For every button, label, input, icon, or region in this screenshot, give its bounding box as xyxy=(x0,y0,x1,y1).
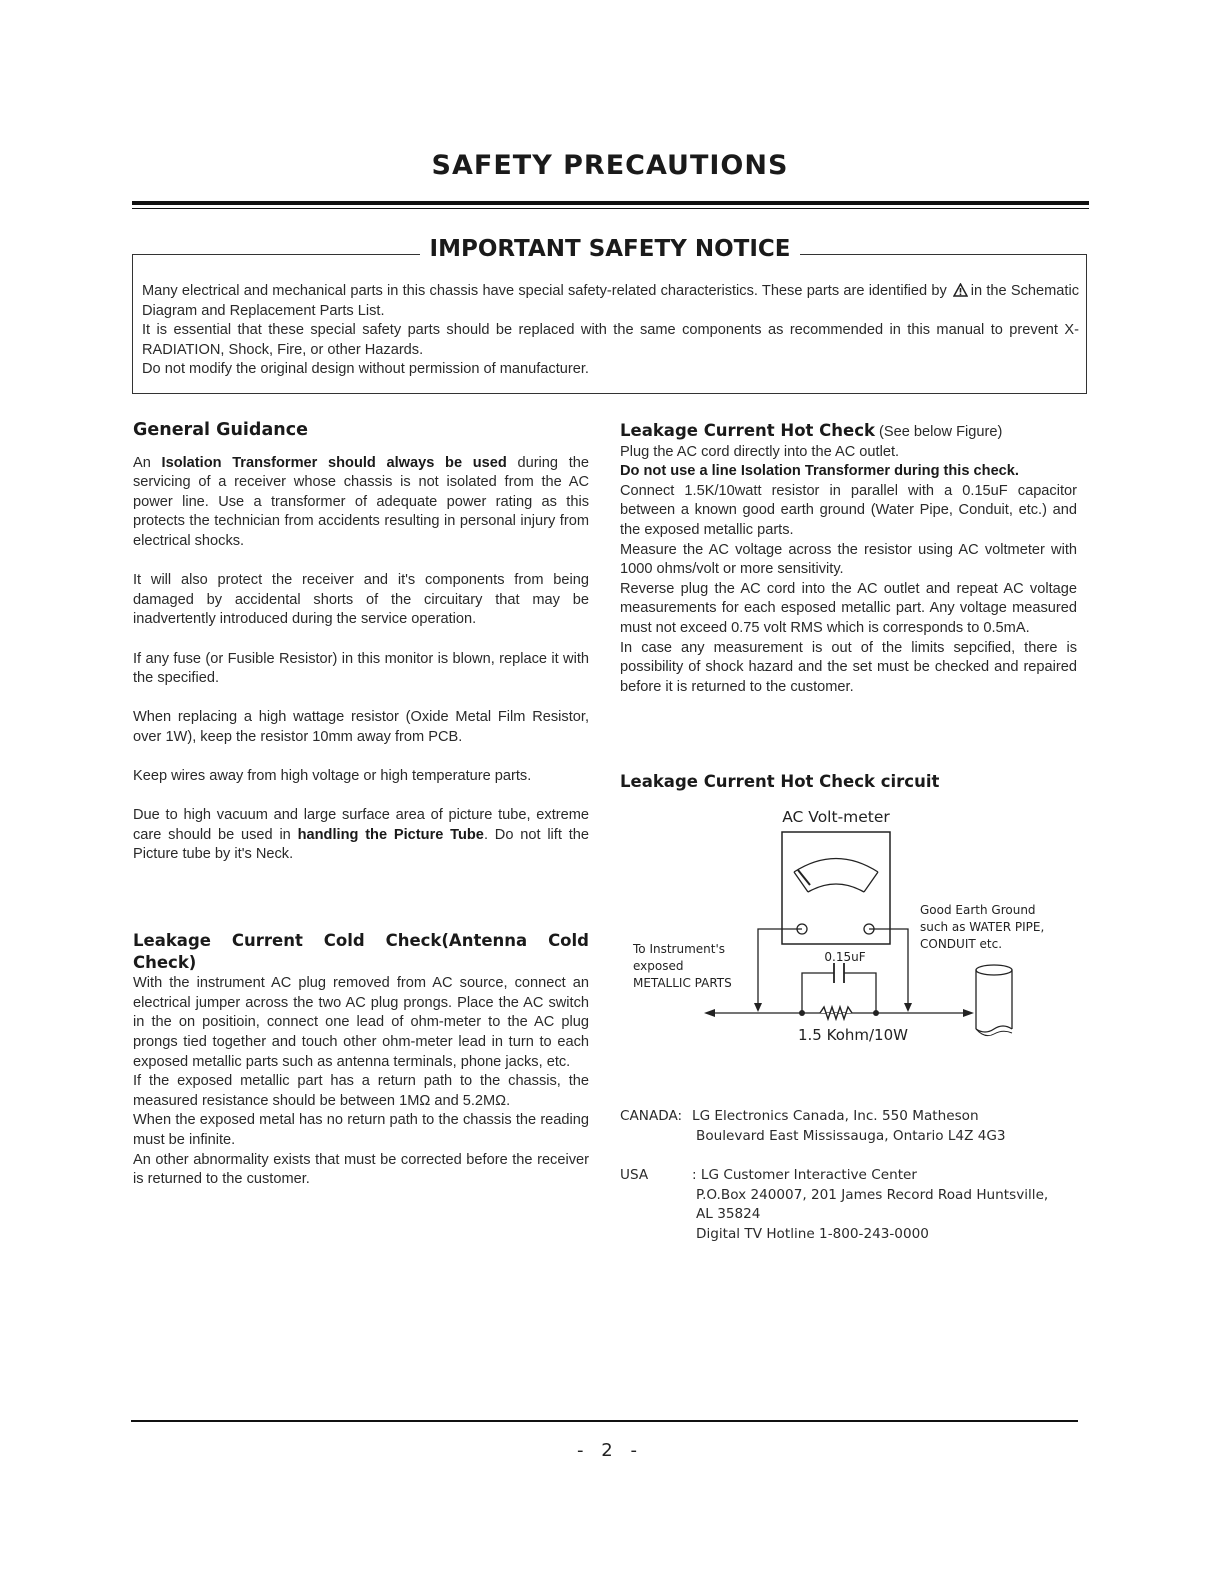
hot-check-heading-note: (See below Figure) xyxy=(874,424,1003,440)
page-number: - 2 - xyxy=(577,1440,643,1461)
canada-line-2: Boulevard East Mississauga, Ontario L4Z 4G3 xyxy=(696,1127,1006,1144)
cold-check-section xyxy=(133,931,589,1190)
notice-paragraph-1 xyxy=(142,282,1079,321)
usa-line-4: Digital TV Hotline 1-800-243-0000 xyxy=(696,1225,929,1242)
general-p1-end: during the servicing of a receiver whose chassis is not isolated from the AC power line. Use a transformer of adequate power rating as this protects the technician from accidents resulting in personal injury from electrical shocks. xyxy=(133,454,589,549)
general-paragraph-1 xyxy=(133,454,589,552)
canada-line-1: LG Electronics Canada, Inc. 550 Matheson xyxy=(692,1108,979,1124)
hot-check-line-4: Measure the AC voltage across the resistor using AC voltmeter with 1000 ohms/volt or more sensitivity. xyxy=(620,541,1077,578)
safety-notice-title: IMPORTANT SAFETY NOTICE xyxy=(420,236,801,262)
general-p1-bold: Isolation Transformer should always be used xyxy=(161,454,507,471)
hot-check-circuit-diagram xyxy=(620,800,1080,1060)
title-rule-thin xyxy=(132,208,1089,209)
usa-line-3: AL 35824 xyxy=(696,1206,761,1223)
resistor-symbol xyxy=(820,1007,852,1019)
arrow-right xyxy=(963,1009,974,1017)
general-paragraph-3: If any fuse (or Fusible Resistor) in this monitor is blown, replace it with the specified. xyxy=(133,650,589,687)
instrument-label-line-3: METALLIC PARTS xyxy=(633,976,732,990)
ground-label-line-1: Good Earth Ground xyxy=(920,903,1036,917)
safety-notice-text xyxy=(142,282,1079,380)
wire-to-instrument xyxy=(758,929,802,1010)
circuit-section xyxy=(620,772,1077,794)
hot-check-line-6: In case any measurement is out of the limits sepcified, there is possibility of shock hazard and the set must be checked and repaired before it is returned to the customer. xyxy=(620,639,1077,695)
earth-pipe-icon xyxy=(976,965,1012,1036)
general-p6-end: . Do not lift the Picture tube by it's Neck. xyxy=(133,826,589,863)
capacitor-label: 0.15uF xyxy=(824,950,866,964)
usa-line-1: : LG Customer Interactive Center xyxy=(692,1167,917,1183)
hot-check-line-1: Plug the AC cord directly into the AC outlet. xyxy=(620,443,900,460)
cold-check-paragraph-3: When the exposed metal has no return path to the chassis the reading must be infinite. xyxy=(133,1112,589,1148)
notice-p1-start: Many electrical and mechanical parts in this chassis have special safety-related characteristics. These parts are identified by xyxy=(142,283,947,299)
general-paragraph-2: It will also protect the receiver and it's components from being damaged by accidental shorts of the circuitary that may be inadvertently introduced during the service operation. xyxy=(133,572,589,628)
notice-paragraph-3: Do not modify the original design without permission of manufacturer. xyxy=(142,361,589,378)
warning-triangle-icon xyxy=(953,283,968,297)
notice-paragraph-2: It is essential that these special safety parts should be replaced with the same components as recommended in this manual to prevent X-RADIATION, Shock, Fire, or other Hazards. xyxy=(142,322,1079,358)
instrument-label-line-2: exposed xyxy=(633,959,684,973)
notice-p1-end: in the Schematic Diagram and Replacement Parts List. xyxy=(142,283,1079,319)
arrow-instrument-down xyxy=(754,1003,762,1012)
hot-check-heading xyxy=(620,421,1077,443)
general-p1-start: An xyxy=(133,454,151,471)
instrument-label-line-1: To Instrument's xyxy=(633,942,726,956)
general-p6-bold: handling the Picture Tube xyxy=(297,826,484,843)
canada-label: CANADA: xyxy=(620,1108,683,1124)
cap-area xyxy=(802,973,876,1013)
hot-check-section xyxy=(620,421,1077,697)
usa-label: USA xyxy=(620,1167,649,1183)
circuit-heading xyxy=(620,772,1077,794)
ground-label-line-2: such as WATER PIPE, xyxy=(920,920,1045,934)
cold-check-heading-text: Leakage Current Cold Check(Antenna Cold Check) xyxy=(133,931,589,972)
ground-label-line-3: CONDUIT etc. xyxy=(920,937,1003,951)
wire-to-ground xyxy=(869,929,908,1010)
general-p6-start: Due to high vacuum and large surface area of picture tube, extreme care should be used in xyxy=(133,807,589,843)
general-paragraph-6 xyxy=(133,806,589,865)
safety-notice-heading xyxy=(0,236,1220,262)
hot-check-heading-text: Leakage Current Hot Check xyxy=(620,421,875,440)
hot-check-line-2: Do not use a line Isolation Transformer during this check. xyxy=(620,463,1019,480)
page-title: SAFETY PRECAUTIONS xyxy=(431,150,789,181)
footer-rule xyxy=(131,1420,1078,1422)
general-guidance-section xyxy=(133,421,589,865)
cap-wire-left xyxy=(802,973,834,1013)
general-paragraph-5: Keep wires away from high voltage or high temperature parts. xyxy=(133,768,532,785)
general-paragraph-4: When replacing a high wattage resistor (Oxide Metal Film Resistor, over 1W), keep the resistor 10mm away from PCB. xyxy=(133,709,589,745)
meter-scale-inner-arc xyxy=(808,884,864,892)
general-guidance-heading: General Guidance xyxy=(133,420,308,440)
cold-check-paragraph-4: An other abnormality exists that must be corrected before the receiver is returned to the customer. xyxy=(133,1151,589,1188)
arrow-left xyxy=(704,1009,715,1017)
circuit-heading-text: Leakage Current Hot Check circuit xyxy=(620,772,940,791)
arrow-ground-down xyxy=(904,1003,912,1012)
usa-line-2: P.O.Box 240007, 201 James Record Road Huntsville, xyxy=(696,1186,1049,1203)
cold-check-paragraph-2: If the exposed metallic part has a return path to the chassis, the measured resistance should be between 1MΩ and 5.2MΩ. xyxy=(133,1073,589,1109)
meter-scale-arc xyxy=(794,859,878,873)
meter-needle xyxy=(798,870,810,885)
cold-check-paragraph-1: With the instrument AC plug removed from AC source, connect an electrical jumper across the two AC plug prongs. Place the AC switch in the on positioin, connect one lead of ohm-meter to the AC plug prongs tied together and touch other ohm-meter lead in turn to each exposed metallic parts such as antenna terminals, phone jacks, etc. xyxy=(133,975,589,1070)
title-rule-thick xyxy=(132,201,1089,205)
hot-check-line-5: Reverse plug the AC cord into the AC outlet and repeat AC voltage measurements for each esposed metallic part. Any voltage measured must not exceed 0.75 volt RMS which is corresponds to 0.5mA. xyxy=(620,580,1077,636)
meter-scale-right-edge xyxy=(864,872,878,892)
cold-check-heading xyxy=(133,931,589,974)
resistor-label: 1.5 Kohm/10W xyxy=(798,1026,908,1044)
meter-label: AC Volt-meter xyxy=(782,808,890,826)
hot-check-line-3: Connect 1.5K/10watt resistor in parallel with a 0.15uF capacitor between a known good earth ground (Water Pipe, Conduit, etc.) and the exposed metallic parts. xyxy=(620,482,1077,538)
